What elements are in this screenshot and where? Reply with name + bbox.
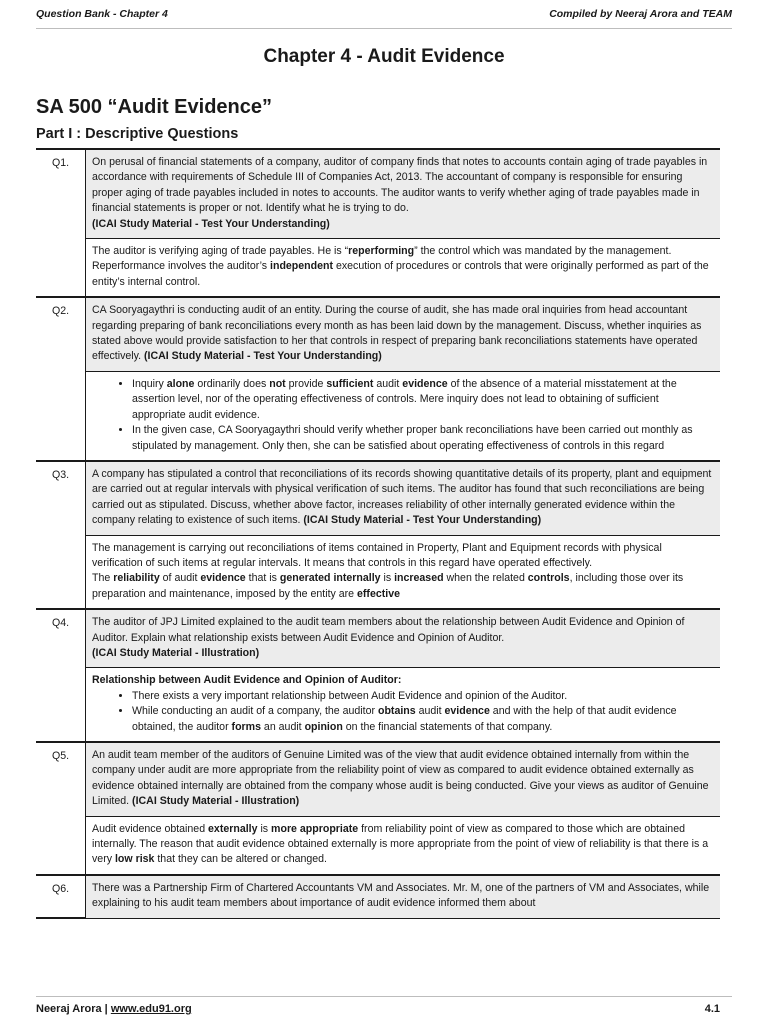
list-item: • While conducting an audit of a company, the auditor obtains audit evidence and with the help of that audit evidence obtained, the auditor forms an audit opinion on the financial statements of that company. bbox=[132, 704, 714, 735]
list-item: • In the given case, CA Sooryagaythri should verify whether proper bank reconciliations have been carried out monthly as stipulated by management. Only then, she can be satisfied about operating effectiveness of controls in this regard bbox=[132, 423, 714, 454]
answer-heading: Relationship between Audit Evidence and Opinion of Auditor: bbox=[92, 674, 402, 687]
chapter-title: Chapter 4 - Audit Evidence bbox=[263, 46, 505, 67]
question-number: Q6. bbox=[36, 875, 86, 918]
header-divider bbox=[36, 28, 732, 29]
question-number: Q3. bbox=[36, 461, 86, 609]
page-header bbox=[36, 6, 732, 22]
question-number: Q1. bbox=[36, 149, 86, 297]
question-source: (ICAI Study Material - Test Your Understanding) bbox=[144, 350, 382, 363]
question-row bbox=[36, 875, 720, 918]
answer-row bbox=[36, 668, 720, 742]
question-text: There was a Partnership Firm of Chartered Accountants VM and Associates. Mr. M, one of the partners of VM and Associates, while explaining to his audit team members about importance of audit evidence informed them about bbox=[86, 875, 721, 918]
question-text: An audit team member of the auditors of Genuine Limited was of the view that audit evidence obtained internally from within the company under audit are more appropriate from the reliability point of view as compared to audit evidence obtained externally as evidence obtained internally are obtained from the company whose audit is being conducted. Give your views as auditor of Genuine Limited. (ICAI Study Material - Illustration) bbox=[86, 742, 721, 816]
answer-bullet-list bbox=[92, 377, 714, 454]
section-title: SA 500 “Audit Evidence” bbox=[36, 96, 272, 118]
question-row bbox=[36, 609, 720, 668]
question-source: (ICAI Study Material - Test Your Understanding) bbox=[92, 217, 330, 230]
page-number: 4.1 bbox=[704, 1003, 720, 1015]
answer-text bbox=[86, 668, 721, 742]
question-row bbox=[36, 149, 720, 239]
answer-text bbox=[86, 371, 721, 461]
answer-bullet-list bbox=[92, 689, 714, 735]
question-source: (ICAI Study Material - Illustration) bbox=[92, 646, 260, 659]
question-number: Q2. bbox=[36, 297, 86, 461]
question-bank-table bbox=[36, 148, 720, 919]
question-text: A company has stipulated a control that reconciliations of its records showing quantitative details of its property, plant and equipment are carried out at regular intervals with physical verification of such items. The auditor has found that such reconciliations are being carried out as stipulated. Discuss, whether above factor, increases reliability of other internally generated evidence within the company relating to existence of such items. (ICAI Study Material - Test Your Understanding) bbox=[86, 461, 721, 535]
footer-website-link[interactable]: www.edu91.org bbox=[110, 1003, 192, 1015]
header-right-text: Compiled by Neeraj Arora and TEAM bbox=[549, 8, 732, 20]
header-left-text: Question Bank - Chapter 4 bbox=[36, 8, 168, 20]
answer-row bbox=[36, 239, 720, 298]
part-title: Part I : Descriptive Questions bbox=[36, 126, 239, 142]
list-item: • There exists a very important relationship between Audit Evidence and opinion of the Auditor. bbox=[132, 689, 714, 704]
question-row bbox=[36, 461, 720, 535]
question-source: (ICAI Study Material - Test Your Understanding) bbox=[303, 514, 542, 527]
answer-text: The auditor is verifying aging of trade payables. He is “reperforming” the control which was mandated by the management. Reperformance involves the auditor’s independent execution of procedures or controls that were originally performed as part of the entity’s internal control. bbox=[86, 239, 721, 298]
footer-divider bbox=[36, 996, 732, 997]
question-text: On perusal of financial statements of a company, auditor of company finds that notes to accounts contain aging of trade payables in accordance with requirements of Schedule III of Companies Act, 2013. The accountant of company is responsible for ensuring proper aging of trade payables included in notes to accounts. The auditor wants to verify whether aging of trade payables made in financial statements is proper or not. Identify what he is trying to do. (ICAI Study Material - Test Your Understanding) bbox=[86, 149, 721, 239]
footer-author: Neeraj Arora bbox=[36, 1003, 102, 1015]
answer-row bbox=[36, 371, 720, 461]
answer-row bbox=[36, 535, 720, 609]
answer-row bbox=[36, 816, 720, 875]
answer-text: Audit evidence obtained externally is more appropriate from reliability point of view as compared to those which are obtained internally. The reason that audit evidence obtained externally is more appropriate from the point of view of reliability is that there is a very low risk that they can be altered or changed. bbox=[86, 816, 721, 875]
list-item: • Inquiry alone ordinarily does not provide sufficient audit evidence of the absence of a material misstatement at the assertion level, nor of the operating effectiveness of controls. Mere inquiry does not lead to obtaining of sufficient appropriate audit evidence. bbox=[132, 377, 714, 423]
answer-text: The management is carrying out reconciliations of items contained in Property, Plant and Equipment records with physical verification of such items at regular intervals. It means that controls in this regard have operated effectively. The reliability of audit evidence that is generated internally is increased when the related controls, including those over its preparation and maintenance, imposed by the entity are effective bbox=[86, 535, 721, 609]
question-text: CA Sooryagaythri is conducting audit of an entity. During the course of audit, she has made oral inquiries from head accountant regarding preparing of bank reconciliations every month as has been laid down by the management. Discuss, whether inquiries as stated above would provide satisfaction to her that controls in respect of preparing bank reconciliations statements have operated effectively. (ICAI Study Material - Test Your Understanding) bbox=[86, 297, 721, 371]
question-text: The auditor of JPJ Limited explained to the audit team members about the relationship between Audit Evidence and Opinion of Auditor. Explain what relationship exists between Audit Evidence and Opinion of Auditor. (ICAI Study Material - Illustration) bbox=[86, 609, 721, 668]
question-number: Q5. bbox=[36, 742, 86, 875]
question-source: (ICAI Study Material - Illustration) bbox=[132, 795, 300, 808]
question-row bbox=[36, 297, 720, 371]
question-row bbox=[36, 742, 720, 816]
question-number: Q4. bbox=[36, 609, 86, 742]
